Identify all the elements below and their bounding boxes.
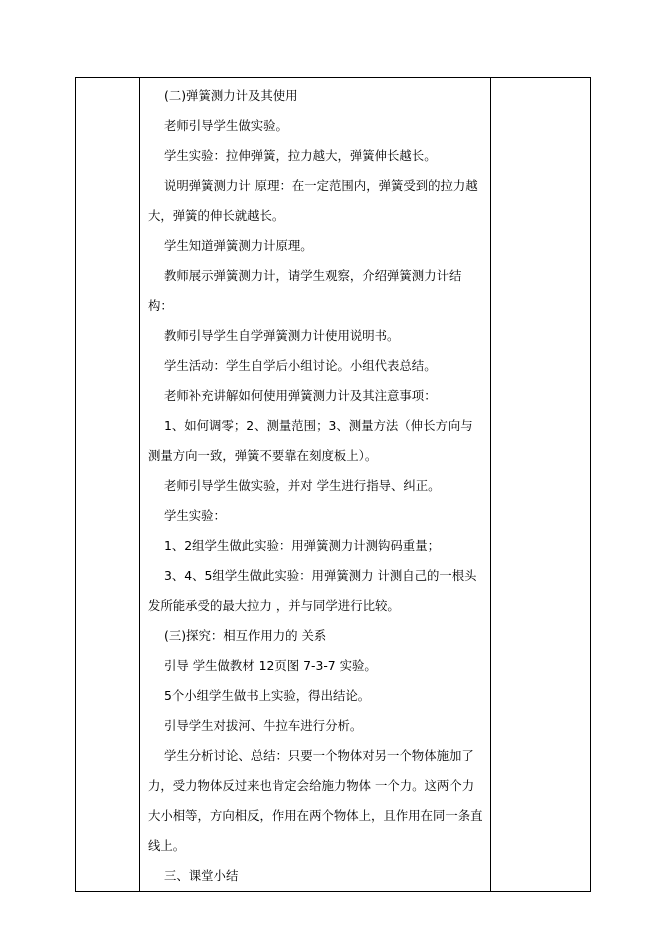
paragraph: 教师引导学生自学弹簧测力计使用说明书。 [164,328,400,343]
paragraph: 5个小组学生做书上实验，得出结论。 [164,688,371,703]
section-heading-summary: 三、课堂小结 [164,868,239,883]
paragraph: 3、4、5组学生做此实验：用弹簧测力 计测自己的一根头发所能承受的最大拉力 ，并与同学进行比较。 [148,568,477,613]
paragraph: 学生实验：拉伸弹簧，拉力越大，弹簧伸长越长。 [164,148,437,163]
paragraph: 老师引导学生做实验。 [164,118,288,133]
left-column-cell [76,78,140,892]
content-column-cell [140,78,491,892]
paragraph: 说明弹簧测力计 原理：在一定范围内，弹簧受到的拉力越大，弹簧的伸长就越长。 [148,178,478,223]
lesson-content [140,78,490,891]
paragraph: 老师引导学生做实验，并对 学生进行指导、纠正。 [164,478,441,493]
right-column-cell [491,78,591,892]
paragraph: 1、如何调零；2、测量范围；3、测量方法（伸长方向与测量方向一致，弹簧不要靠在刻度板上）。 [148,418,473,463]
paragraph: 学生实验： [164,508,226,523]
paragraph: 学生活动：学生自学后小组讨论。小组代表总结。 [164,358,437,373]
section-heading-spring-scale: (二)弹簧测力计及其使用 [164,88,298,103]
paragraph: 老师补充讲解如何使用弹簧测力计及其注意事项： [164,388,437,403]
paragraph: 教师展示弹簧测力计，请学生观察，介绍弹簧测力计结构： [148,268,462,313]
lesson-table [75,77,591,892]
paragraph: 引导学生对拔河、牛拉车进行分析。 [164,718,363,733]
paragraph: 学生分析讨论、总结：只要一个物体对另一个物体施加了力，受力物体反过来也肯定会给施力物体 一个力。这两个力大小相等，方向相反，作用在两个物体上，且作用在同一条直线上。 [148,748,483,853]
section-heading-interaction-force: (三)探究：相互作用力的 关系 [164,628,327,643]
paragraph: 引导 学生做教材 12页图 7-3-7 实验。 [164,658,377,673]
paragraph: 1、2组学生做此实验：用弹簧测力计测钩码重量； [164,538,440,553]
table-row [76,78,591,892]
paragraph: 学生知道弹簧测力计原理。 [164,238,313,253]
